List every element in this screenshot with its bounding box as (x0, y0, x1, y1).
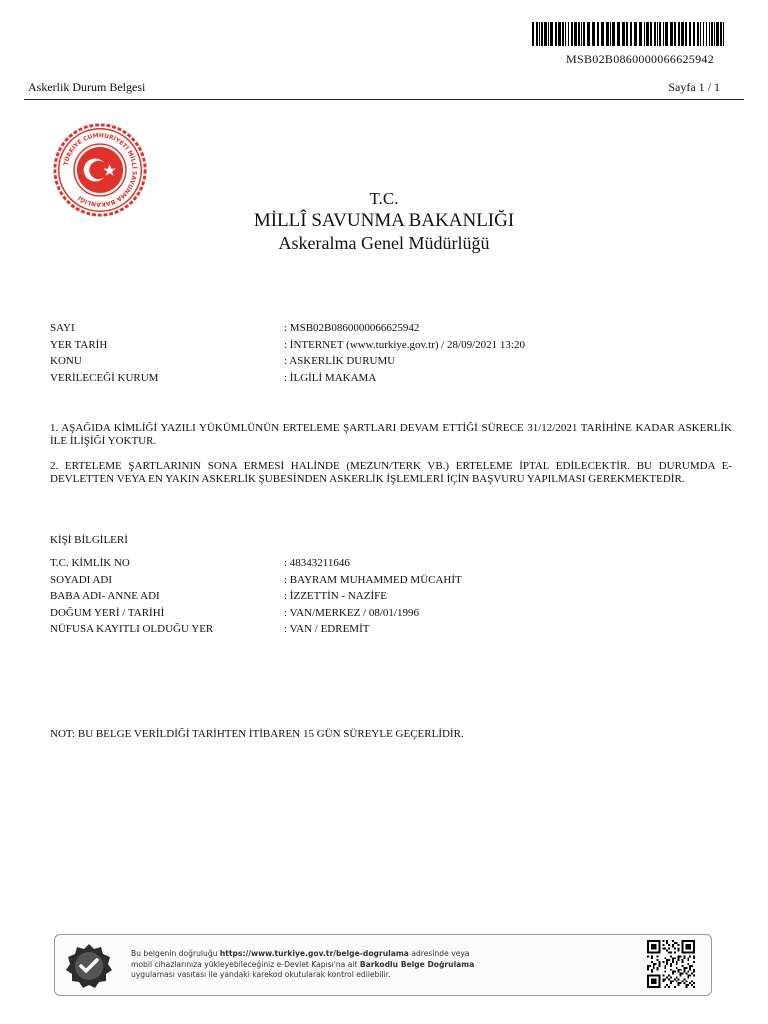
document-title (0, 188, 768, 254)
info-value: : ASKERLİK DURUMU (284, 355, 396, 367)
verification-text-part: Bu belgenin doğruluğu (131, 949, 220, 958)
header-page-number: Sayfa 1 / 1 (668, 80, 720, 94)
verification-footer (54, 934, 712, 996)
barcode-icon (532, 22, 728, 46)
header-document-type: Askerlik Durum Belgesi (28, 80, 146, 94)
seal-text: TÜRKİYE CUMHURİYETİ MİLLÎ SAVUNMA BAKANLIĞI (62, 132, 138, 208)
barcode-number: MSB02B0860000066625942 (566, 52, 714, 66)
person-info (50, 555, 462, 638)
verification-text (131, 949, 631, 981)
person-row-tc-kimlik-no (50, 555, 462, 572)
title-line-tc: T.C. (369, 189, 399, 208)
paragraph-1: 1. AŞAĞIDA KİMLİĞİ YAZILI YÜKÜMLÜNÜN ERTELEME ŞARTLARI DEVAM ETTİĞİ SÜRECE 31/12/2021 TARİHİNE KADAR ASKERLİK İLE İLİŞİĞİ YOKTUR. (50, 422, 732, 447)
info-row-verilecegi-kurum (50, 370, 525, 387)
verification-app-name: Barkodlu Belge Doğrulama (359, 959, 475, 969)
validity-note: NOT: BU BELGE VERİLDİĞİ TARİHTEN İTİBAREN 15 GÜN SÜREYLE GEÇERLİDİR. (50, 728, 464, 740)
info-label: KONU (50, 355, 82, 367)
qr-code-icon (647, 940, 695, 988)
verified-check-badge-icon (65, 943, 113, 989)
verification-text-part: adresinde veya (408, 949, 470, 958)
person-value: : BAYRAM MUHAMMED MÜCAHİT (284, 573, 462, 586)
person-row-soyadi-adi (50, 572, 462, 589)
verification-url[interactable]: https://www.turkiye.gov.tr/belge-dogrulama (219, 949, 409, 958)
paragraph-2: 2. ERTELEME ŞARTLARININ SONA ERMESİ HALİNDE (MEZUN/TERK VB.) ERTELEME İPTAL EDİLECEKTİR. BU DURUMDA E-DEVLETTEN VEYA EN YAKIN ASKERLİK ŞUBESİNDEN ASKERLİK İŞLEMLERİ İÇİN BAŞVURU YAPILMASI GEREKMEKTEDİR. (50, 460, 732, 485)
info-value: : MSB02B0860000066625942 (284, 322, 420, 334)
info-label: VERİLECEĞİ KURUM (50, 371, 159, 384)
person-value: : VAN/MERKEZ / 08/01/1996 (284, 606, 419, 619)
person-label: BABA ADI- ANNE ADI (50, 590, 160, 602)
person-row-dogum-yeri-tarihi (50, 605, 462, 622)
person-label: T.C. KİMLİK NO (50, 557, 130, 569)
info-value: : İLGİLİ MAKAMA (284, 371, 377, 384)
person-label: SOYADI ADI (50, 573, 113, 586)
info-row-konu (50, 353, 525, 370)
person-value: : 48343211646 (284, 557, 350, 569)
person-row-baba-anne-adi (50, 588, 462, 605)
person-row-nufusa-kayitli-yer (50, 621, 462, 638)
header-rule (24, 99, 744, 100)
info-row-yer-tarih (50, 337, 525, 354)
person-value: : VAN / EDREMİT (284, 623, 370, 635)
info-value: : İNTERNET (www.turkiye.gov.tr) / 28/09/2021 13:20 (284, 338, 525, 351)
verification-text-part: mobil cihazlarınıza yükleyebileceğiniz e-Devlet Kapısı'na ait (131, 959, 360, 969)
title-line-ministry: MİLLÎ SAVUNMA BAKANLIĞI (253, 210, 515, 231)
person-label: NÜFUSA KAYITLI OLDUĞU YER (50, 623, 214, 635)
verification-line-2 (131, 960, 631, 971)
person-section-heading: KİŞİ BİLGİLERİ (50, 534, 128, 546)
info-label: SAYI (50, 322, 75, 334)
verification-line-3: uygulaması vasıtası ile yandaki karekod okutularak kontrol edilebilir. (131, 970, 391, 979)
info-row-sayi (50, 320, 525, 337)
person-value: : İZZETTİN - NAZİFE (284, 590, 387, 602)
document-info (50, 320, 525, 386)
info-label: YER TARİH (50, 338, 108, 351)
person-label: DOĞUM YERİ / TARİHİ (50, 606, 165, 619)
title-line-directorate: Askeralma Genel Müdürlüğü (278, 233, 490, 253)
verification-line-1 (131, 949, 631, 960)
